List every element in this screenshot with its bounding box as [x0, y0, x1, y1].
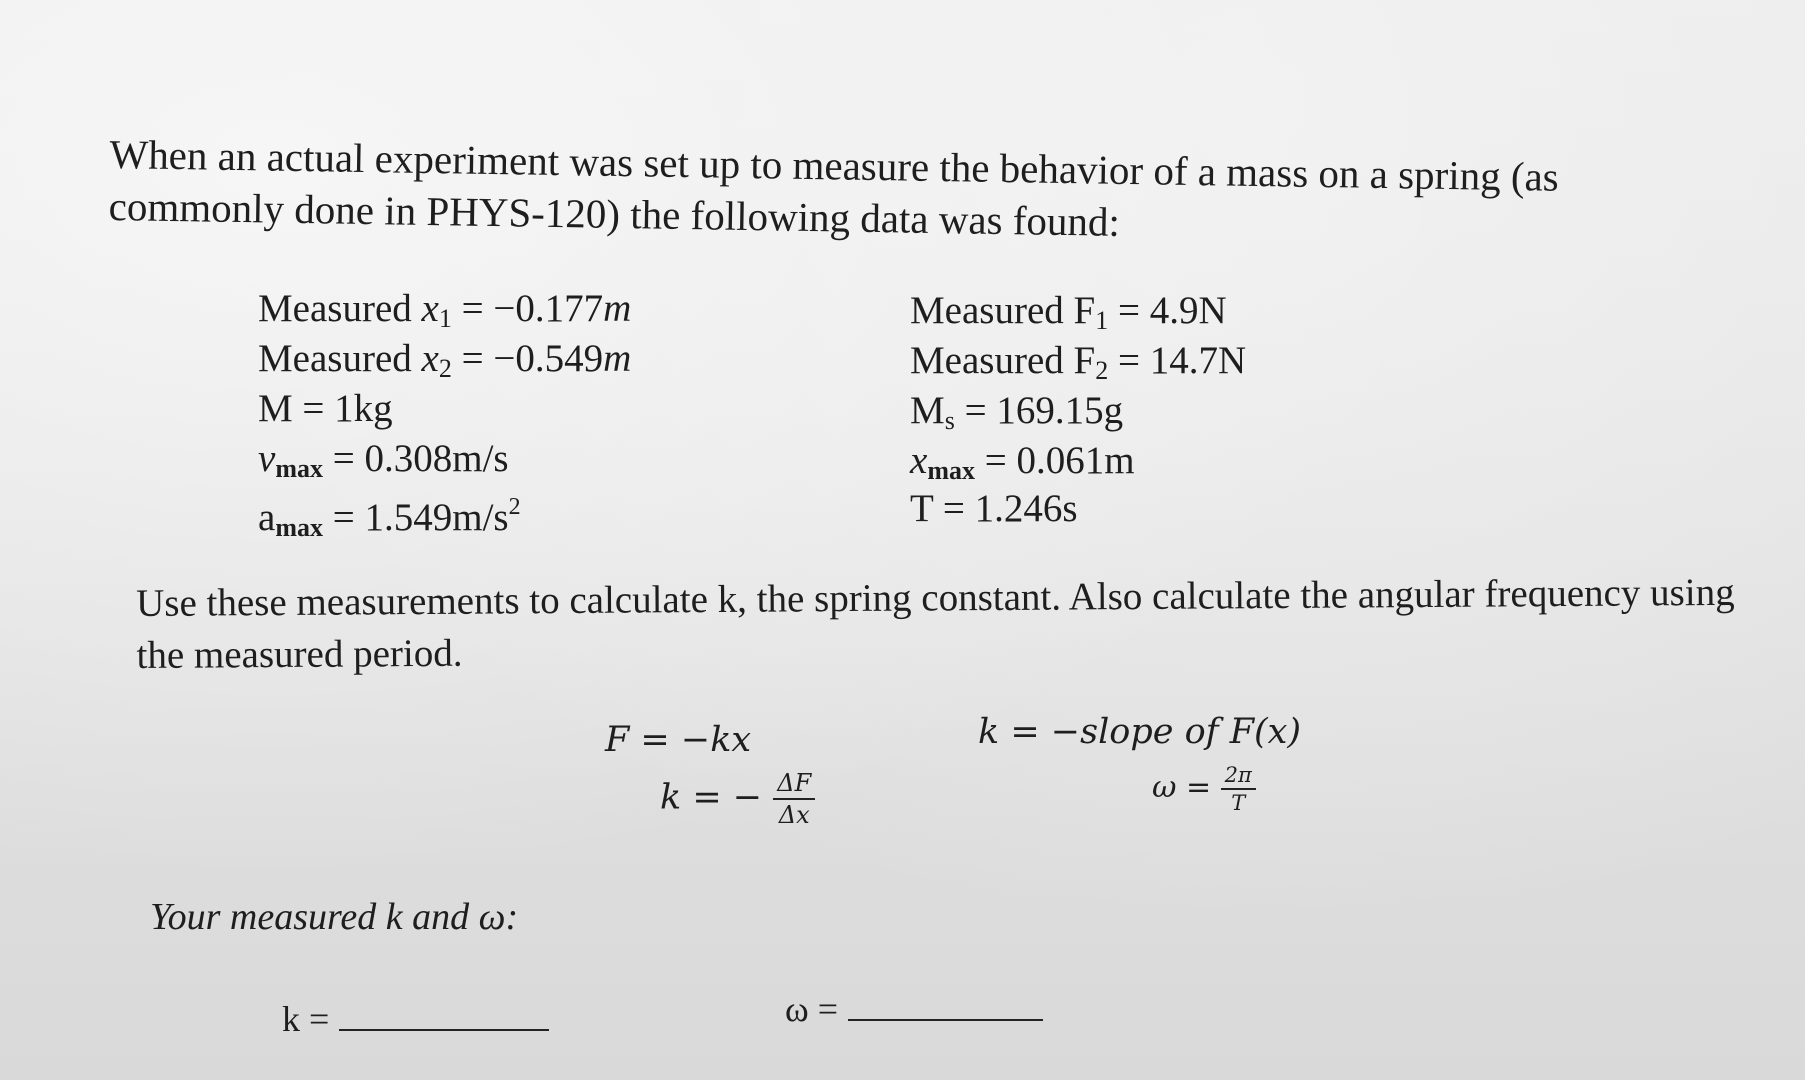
k-answer-blank[interactable] [339, 1023, 549, 1031]
x-max: $x_{max} = 0.061m$ [910, 439, 1135, 485]
slope-formula: k = −slope of F(x) [978, 712, 1302, 752]
k-fraction: $\frac{\Delta F}{\Delta x}$ [773, 768, 815, 830]
measured-f2: Measured $F_2 = 14.7N$ [910, 339, 1247, 385]
measured-x1: Measured $x_1 = -0.177m$ [258, 287, 632, 333]
k-delta-formula: k = − $\frac{\Delta F}{\Delta x}$ [660, 768, 815, 830]
hooke-law-formula: F = −kx [605, 720, 752, 760]
measurements-left [258, 284, 632, 542]
omega-answer [785, 988, 1043, 1030]
omega-answer-blank[interactable] [848, 1013, 1043, 1021]
answer-prompt: Your measured k and ω: [150, 896, 519, 938]
v-max: $v_{max} = 0.308m/s$ [258, 437, 509, 483]
k-answer-label: k = [282, 999, 330, 1039]
instruction-paragraph: Use these measurements to calculate k, the spring constant. Also calculate the angular frequency using the measured period. [136, 570, 1735, 677]
period-t: T = 1.246s [910, 487, 1078, 530]
measurements-right [910, 286, 1246, 532]
omega-formula: ω = $\frac{2\pi}{T}$ [1152, 762, 1256, 816]
intro-paragraph: When an actual experiment was set up to measure the behavior of a mass on a spring (as commonly done in PHYS-120) the following data was found: [108, 130, 1560, 245]
omega-fraction: $\frac{2\pi}{T}$ [1221, 762, 1256, 816]
measured-x2: Measured $x_2 = -0.549m$ [258, 337, 632, 383]
a-max: $a_{max} = 1.549m/s^2$ [258, 494, 521, 542]
measured-f1: Measured $F_1 = 4.9N$ [910, 289, 1227, 335]
spring-mass-ms: $M_s = 169.15g$ [910, 389, 1124, 435]
k-answer [282, 998, 549, 1040]
omega-answer-label: ω = [785, 989, 838, 1029]
mass-m: M = 1kg [258, 387, 393, 430]
